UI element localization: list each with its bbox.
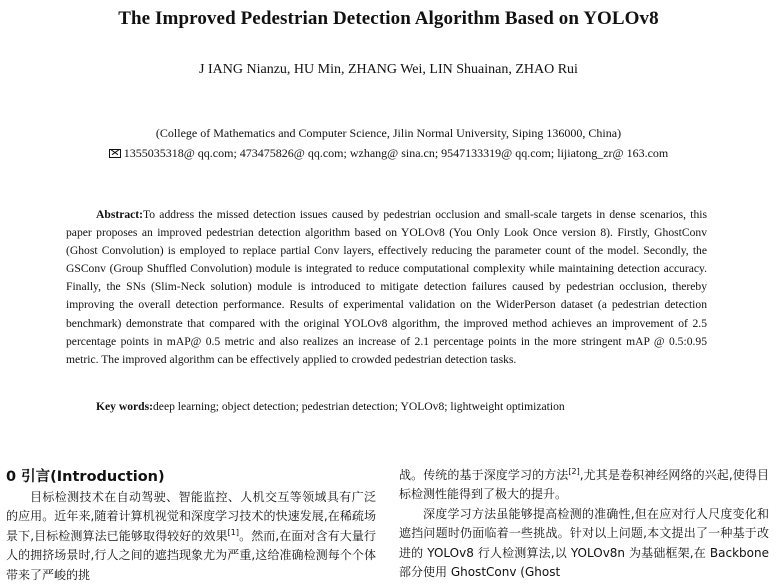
envelope-icon	[109, 149, 121, 158]
intro-text-1b: 。然而,在面对含有大量行人的拥挤场景时,行人之间的遮挡现象尤为严重,这给准确检测每个个体带来了严峻的挑	[6, 528, 376, 582]
body-column-right	[399, 466, 769, 582]
intro-paragraph-2: 深度学习方法虽能够提高检测的准确性,但在应对行人尺度变化和遮挡问题时仍面临着一些挑战。针对以上问题,本文提出了一种基于改进的 YOLOv8 行人检测算法,以 YOLOv8n 为基础框架,在 Backbone 部分使用 GhostConv (Ghost	[399, 506, 769, 580]
email-addresses: 1355035318@ qq.com; 473475826@ qq.com; wzhang@ sina.cn; 9547133319@ qq.com; lijiatong_zr@ 163.com	[123, 146, 669, 160]
keywords-label: Key words:	[96, 400, 153, 413]
intro-text-1d: ,尤其是卷积神经网络的兴起,使得目标检测性能得到了极大的提升。	[399, 468, 769, 502]
citation-ref[interactable]: [1]	[227, 527, 239, 537]
author-list: J IANG Nianzu, HU Min, ZHANG Wei, LIN Shuainan, ZHAO Rui	[199, 62, 578, 77]
intro-text-1a: 目标检测技术在自动驾驶、智能监控、人机交互等领域具有广泛的应用。近年来,随着计算机视觉和深度学习技术的快速发展,在稀疏场景下,目标检测算法已能够取得较好的效果	[6, 490, 376, 543]
intro-paragraph-1-cont	[399, 466, 769, 505]
abstract-text: To address the missed detection issues caused by pedestrian occlusion and small-scale targets in dense scenarios, this paper proposes an improved pedestrian detection algorithm based on YOLOv8 (You Only Look Once version 8). Firstly, GhostConv (Ghost Convolution) is employed to replace partial Conv layers, effectively reducing the parameter count of the model. Secondly, the GSConv (Group Shuffled Convolution) module is integrated to reduce computational complexity while maintaining detection accuracy. Finally, the SNs (Slim-Neck solution) module is introduced to mitigate detection failures caused by pedestrian occlusion, thereby improving the overall detection performance. Results of experimental validation on the WiderPerson dataset (a pedestrian detection benchmark) demonstrate that compared with the original YOLOv8 algorithm, the improved method achieves an improvement of 2.5 percentage points in mAP@ 0.5 metric and also realizes an increase of 2.1 percentage points in the more stringent mAP @ 0.5:0.95 metric. The improved algorithm can be effectively applied to crowded pedestrian detection tasks.	[66, 208, 707, 366]
keywords-text: deep learning; object detection; pedestrian detection; YOLOv8; lightweight optimization	[153, 400, 565, 413]
keywords	[96, 400, 716, 413]
citation-ref[interactable]: [2]	[568, 467, 580, 476]
section-heading-introduction: 0 引言(Introduction)	[6, 469, 165, 485]
paper-title: The Improved Pedestrian Detection Algorithm Based on YOLOv8	[118, 8, 659, 29]
abstract-label: Abstract:	[96, 208, 144, 221]
intro-text-1c: 战。传统的基于深度学习的方法	[399, 468, 569, 482]
intro-paragraph-1	[6, 488, 376, 585]
email-line	[0, 146, 777, 161]
abstract	[66, 206, 707, 369]
body-column-left	[6, 466, 376, 585]
affiliation: (College of Mathematics and Computer Science, Jilin Normal University, Siping 136000, China)	[155, 126, 622, 140]
